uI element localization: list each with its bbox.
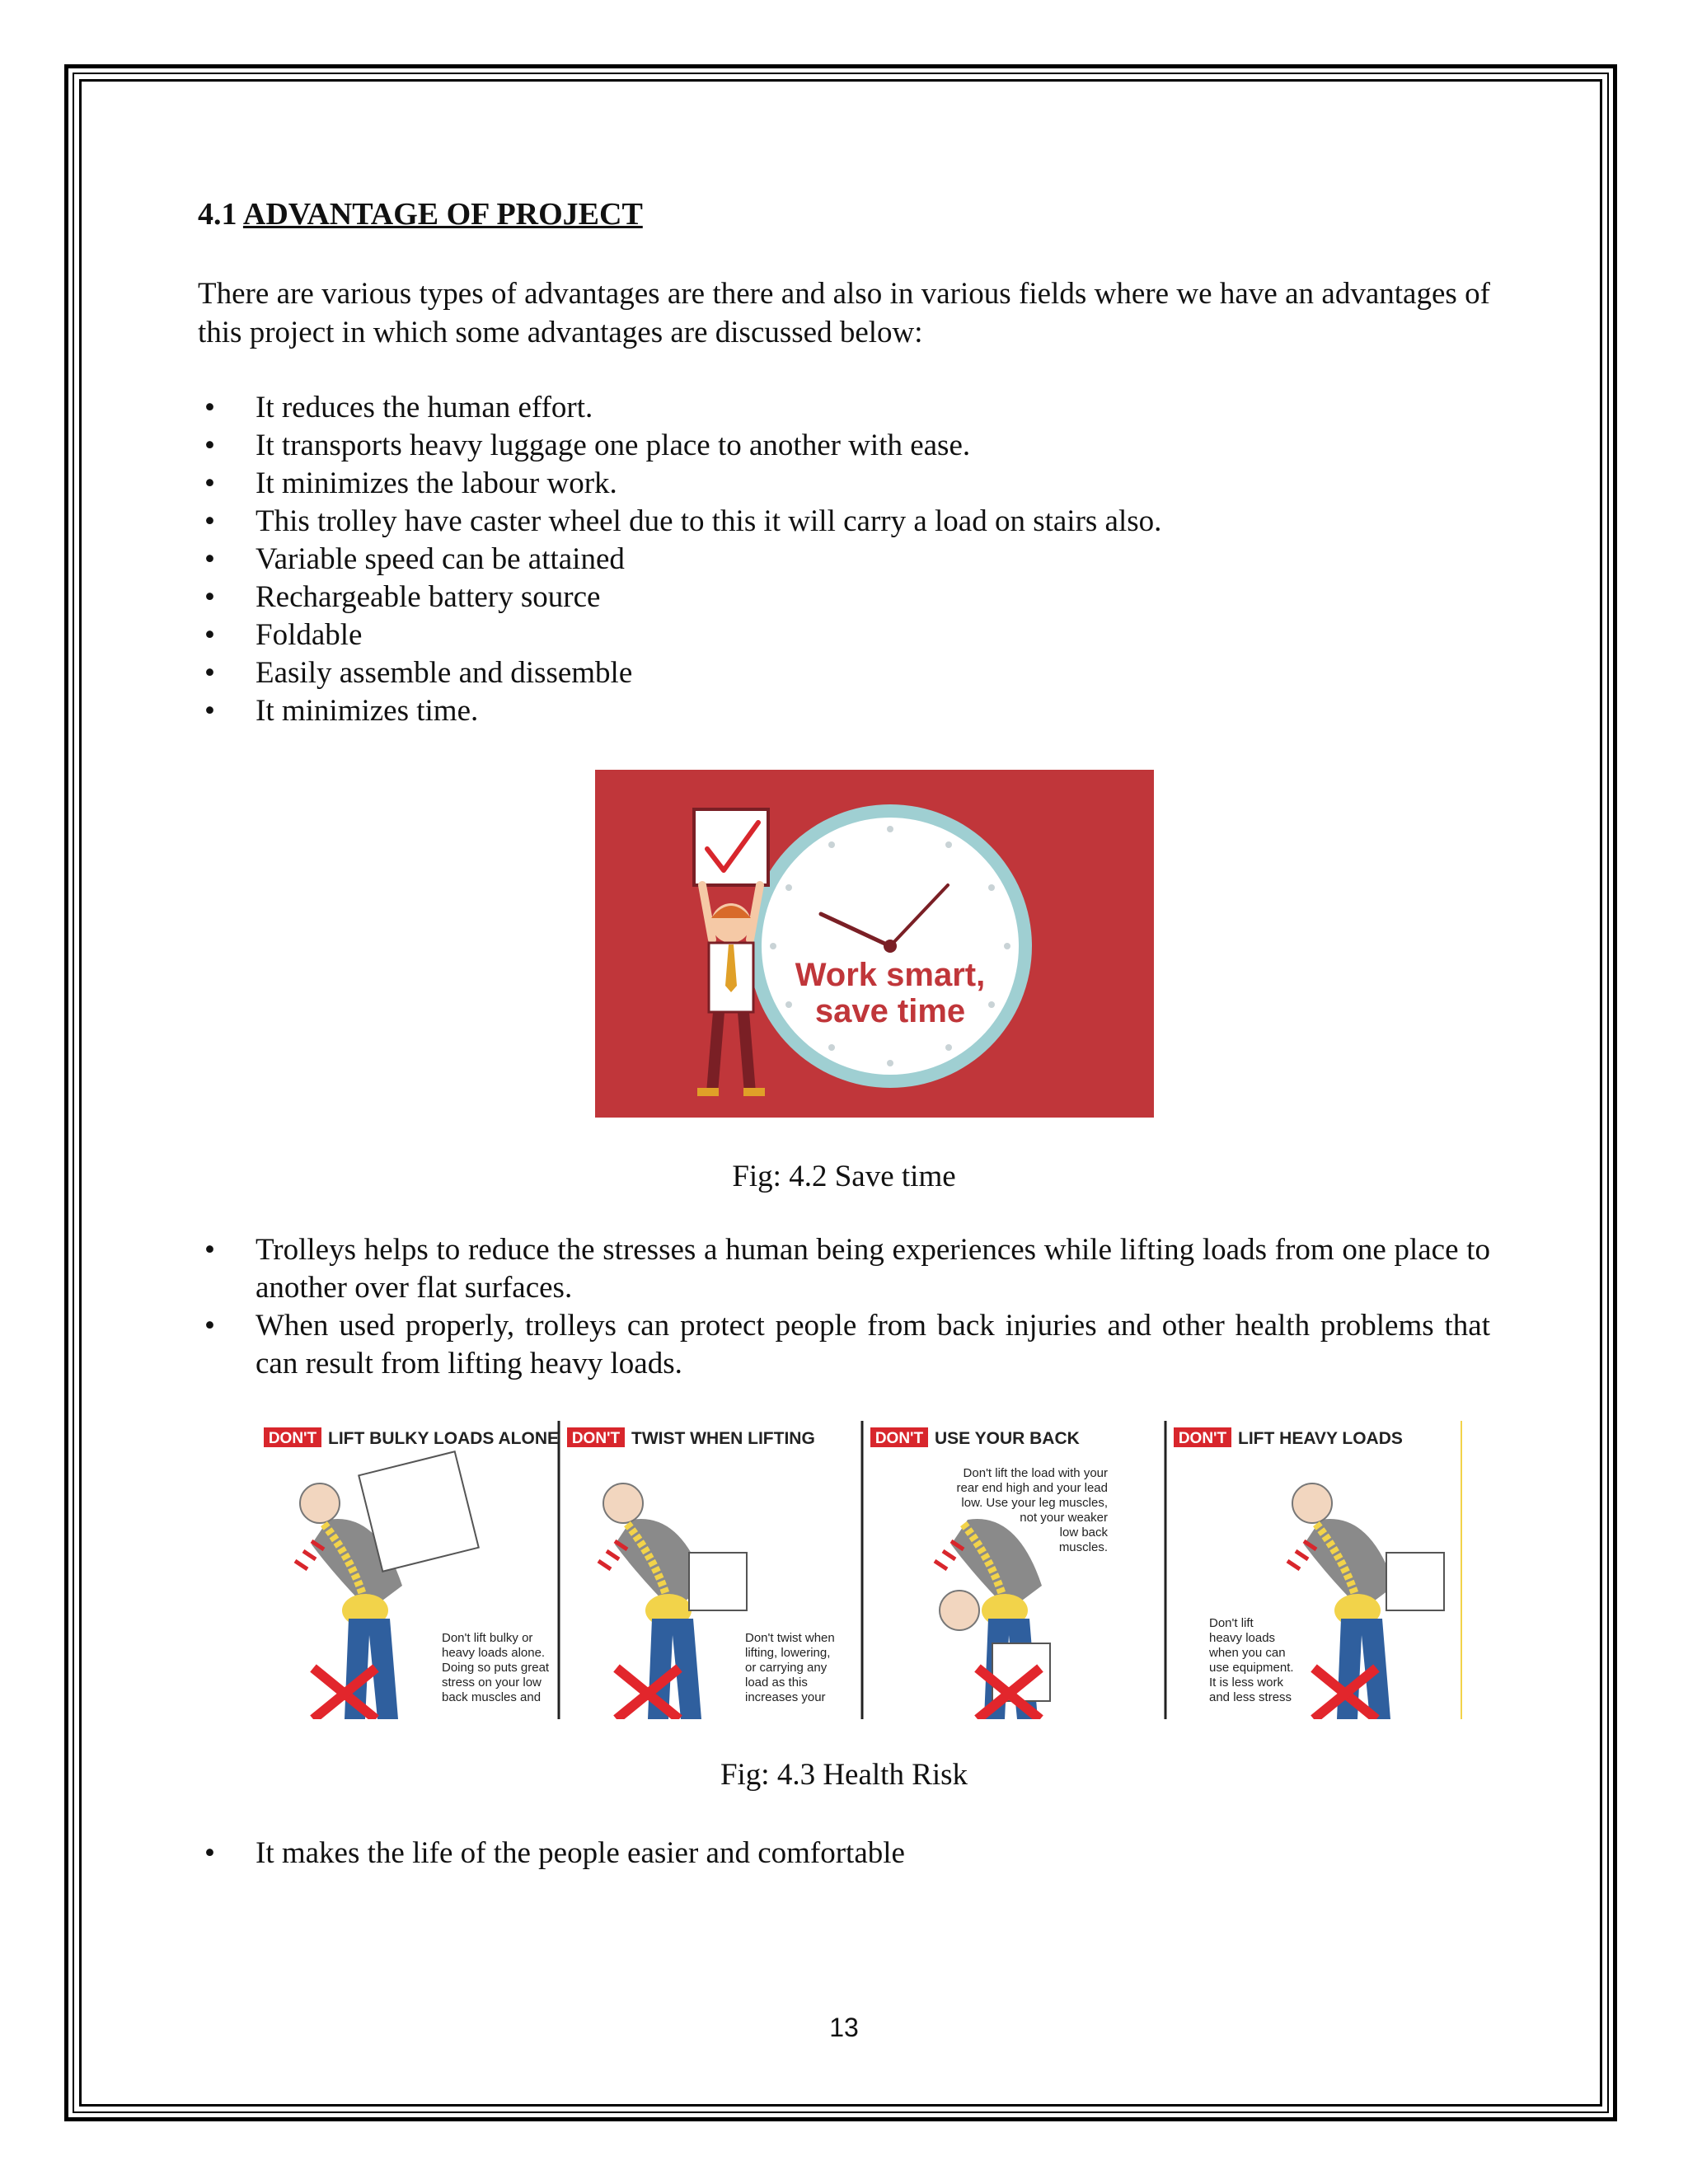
panel-note-line: heavy loads alone.: [442, 1646, 546, 1660]
panel-note-line: Don't twist when: [745, 1631, 835, 1645]
bullet-marker: •: [204, 580, 215, 614]
section-title: ADVANTAGE OF PROJECT: [242, 197, 643, 232]
figure-1-caption: Fig: 4.2 Save time: [732, 1160, 956, 1193]
panel-title: LIFT BULKY LOADS ALONE: [328, 1429, 559, 1448]
panel-note-line: low back: [1059, 1526, 1108, 1540]
bullet-marker: •: [204, 694, 215, 728]
panel-note-line: heavy loads: [1209, 1631, 1276, 1645]
closing-list: [198, 1835, 1490, 1872]
panel-note-line: It is less work: [1209, 1675, 1284, 1690]
bullet-text: When used properly, trolleys can protect people from back injuries and other health problems that can result from lifting heavy loads.: [256, 1309, 1490, 1380]
load-box-icon: [1386, 1553, 1444, 1610]
panel-note-line: or carrying any: [745, 1661, 828, 1675]
panel-note-line: Don't lift the load with your: [963, 1466, 1108, 1480]
page-number: 13: [829, 2013, 859, 2042]
bullet-item: [198, 579, 1490, 616]
bullet-item: [198, 654, 1490, 692]
bullet-text: It minimizes time.: [256, 694, 479, 728]
bullet-text: This trolley have caster wheel due to this it will carry a load on stairs also.: [256, 504, 1162, 538]
panel-title: LIFT HEAVY LOADS: [1238, 1429, 1403, 1448]
panel-note-line: low. Use your leg muscles,: [961, 1496, 1108, 1510]
panel-note-line: Don't lift bulky or: [442, 1631, 533, 1645]
health-risk-illustration: [262, 1421, 1462, 1719]
bullet-marker: •: [204, 656, 215, 690]
bullet-text: Trolleys helps to reduce the stresses a human being experiences while lifting loads from one place to another over flat surfaces.: [256, 1233, 1490, 1305]
panel-note-line: lifting, lowering,: [745, 1646, 831, 1660]
bullet-text: Rechargeable battery source: [256, 580, 601, 614]
bullet-text: It transports heavy luggage one place to another with ease.: [256, 429, 971, 462]
bullet-marker: •: [204, 618, 215, 652]
dont-badge-text: DON'T: [268, 1430, 317, 1447]
panel-note-line: increases your: [745, 1690, 826, 1704]
bullet-item: [198, 389, 1490, 427]
bullet-text: It minimizes the labour work.: [256, 466, 617, 500]
bullet-marker: •: [204, 542, 215, 576]
dont-badge-text: DON'T: [571, 1430, 621, 1447]
panel-note-line: Don't lift: [1209, 1616, 1254, 1630]
panel-note-line: not your weaker: [1020, 1511, 1108, 1525]
figure-2-caption: Fig: 4.3 Health Risk: [720, 1758, 968, 1792]
headline-line-1: Work smart,: [795, 957, 986, 993]
bullet-text: It makes the life of the people easier and comfortable: [256, 1836, 905, 1870]
bullet-item: [198, 1231, 1490, 1307]
panel-note-line: Doing so puts great: [442, 1661, 550, 1675]
bullet-item: [198, 1835, 1490, 1872]
health-risk-figure: [262, 1421, 1462, 1719]
headline-line-2: save time: [814, 993, 966, 1029]
panel-note-line: use equipment.: [1209, 1661, 1294, 1675]
dont-badge-text: DON'T: [1178, 1430, 1227, 1447]
load-box-icon: [689, 1553, 747, 1610]
bullet-marker: •: [204, 391, 215, 424]
bullet-text: Foldable: [256, 618, 363, 652]
save-time-figure: [595, 770, 1154, 1118]
section-heading: [198, 196, 643, 232]
bullet-text: It reduces the human effort.: [256, 391, 593, 424]
panel-note-line: and less stress: [1209, 1690, 1292, 1704]
panel-note-line: back muscles and: [442, 1690, 542, 1704]
trolley-benefits-list: [198, 1231, 1490, 1383]
section-number: 4.1: [198, 197, 237, 232]
bullet-item: [198, 692, 1490, 730]
panel-note-line: rear end high and your lead: [956, 1481, 1108, 1495]
bullet-marker: •: [204, 1309, 215, 1343]
bullet-text: Variable speed can be attained: [256, 542, 625, 576]
bullet-item: [198, 427, 1490, 465]
bullet-marker: •: [204, 466, 215, 500]
panel-note-line: stress on your low: [442, 1675, 542, 1690]
bullet-text: Easily assemble and dissemble: [256, 656, 633, 690]
bullet-item: [198, 616, 1490, 654]
intro-paragraph: There are various types of advantages are there and also in various fields where we have an advantages of this project in which some advantages are discussed below:: [198, 277, 1490, 349]
panel-title: TWIST WHEN LIFTING: [631, 1429, 815, 1448]
save-time-illustration: [595, 770, 1154, 1118]
panel-title: USE YOUR BACK: [935, 1429, 1080, 1448]
panel-note-line: muscles.: [1058, 1540, 1108, 1554]
bullet-item: [198, 1307, 1490, 1383]
bullet-marker: •: [204, 1233, 215, 1267]
panel-note-line: load as this: [745, 1675, 808, 1690]
advantages-list: [198, 389, 1490, 730]
bullet-item: [198, 541, 1490, 579]
panel-note-line: when you can: [1209, 1646, 1286, 1660]
dont-badge-text: DON'T: [874, 1430, 924, 1447]
bullet-item: [198, 503, 1490, 541]
bullet-item: [198, 465, 1490, 503]
bullet-marker: •: [204, 504, 215, 538]
bullet-marker: •: [204, 429, 215, 462]
clock-icon: [748, 804, 1032, 1088]
bullet-marker: •: [204, 1836, 215, 1870]
